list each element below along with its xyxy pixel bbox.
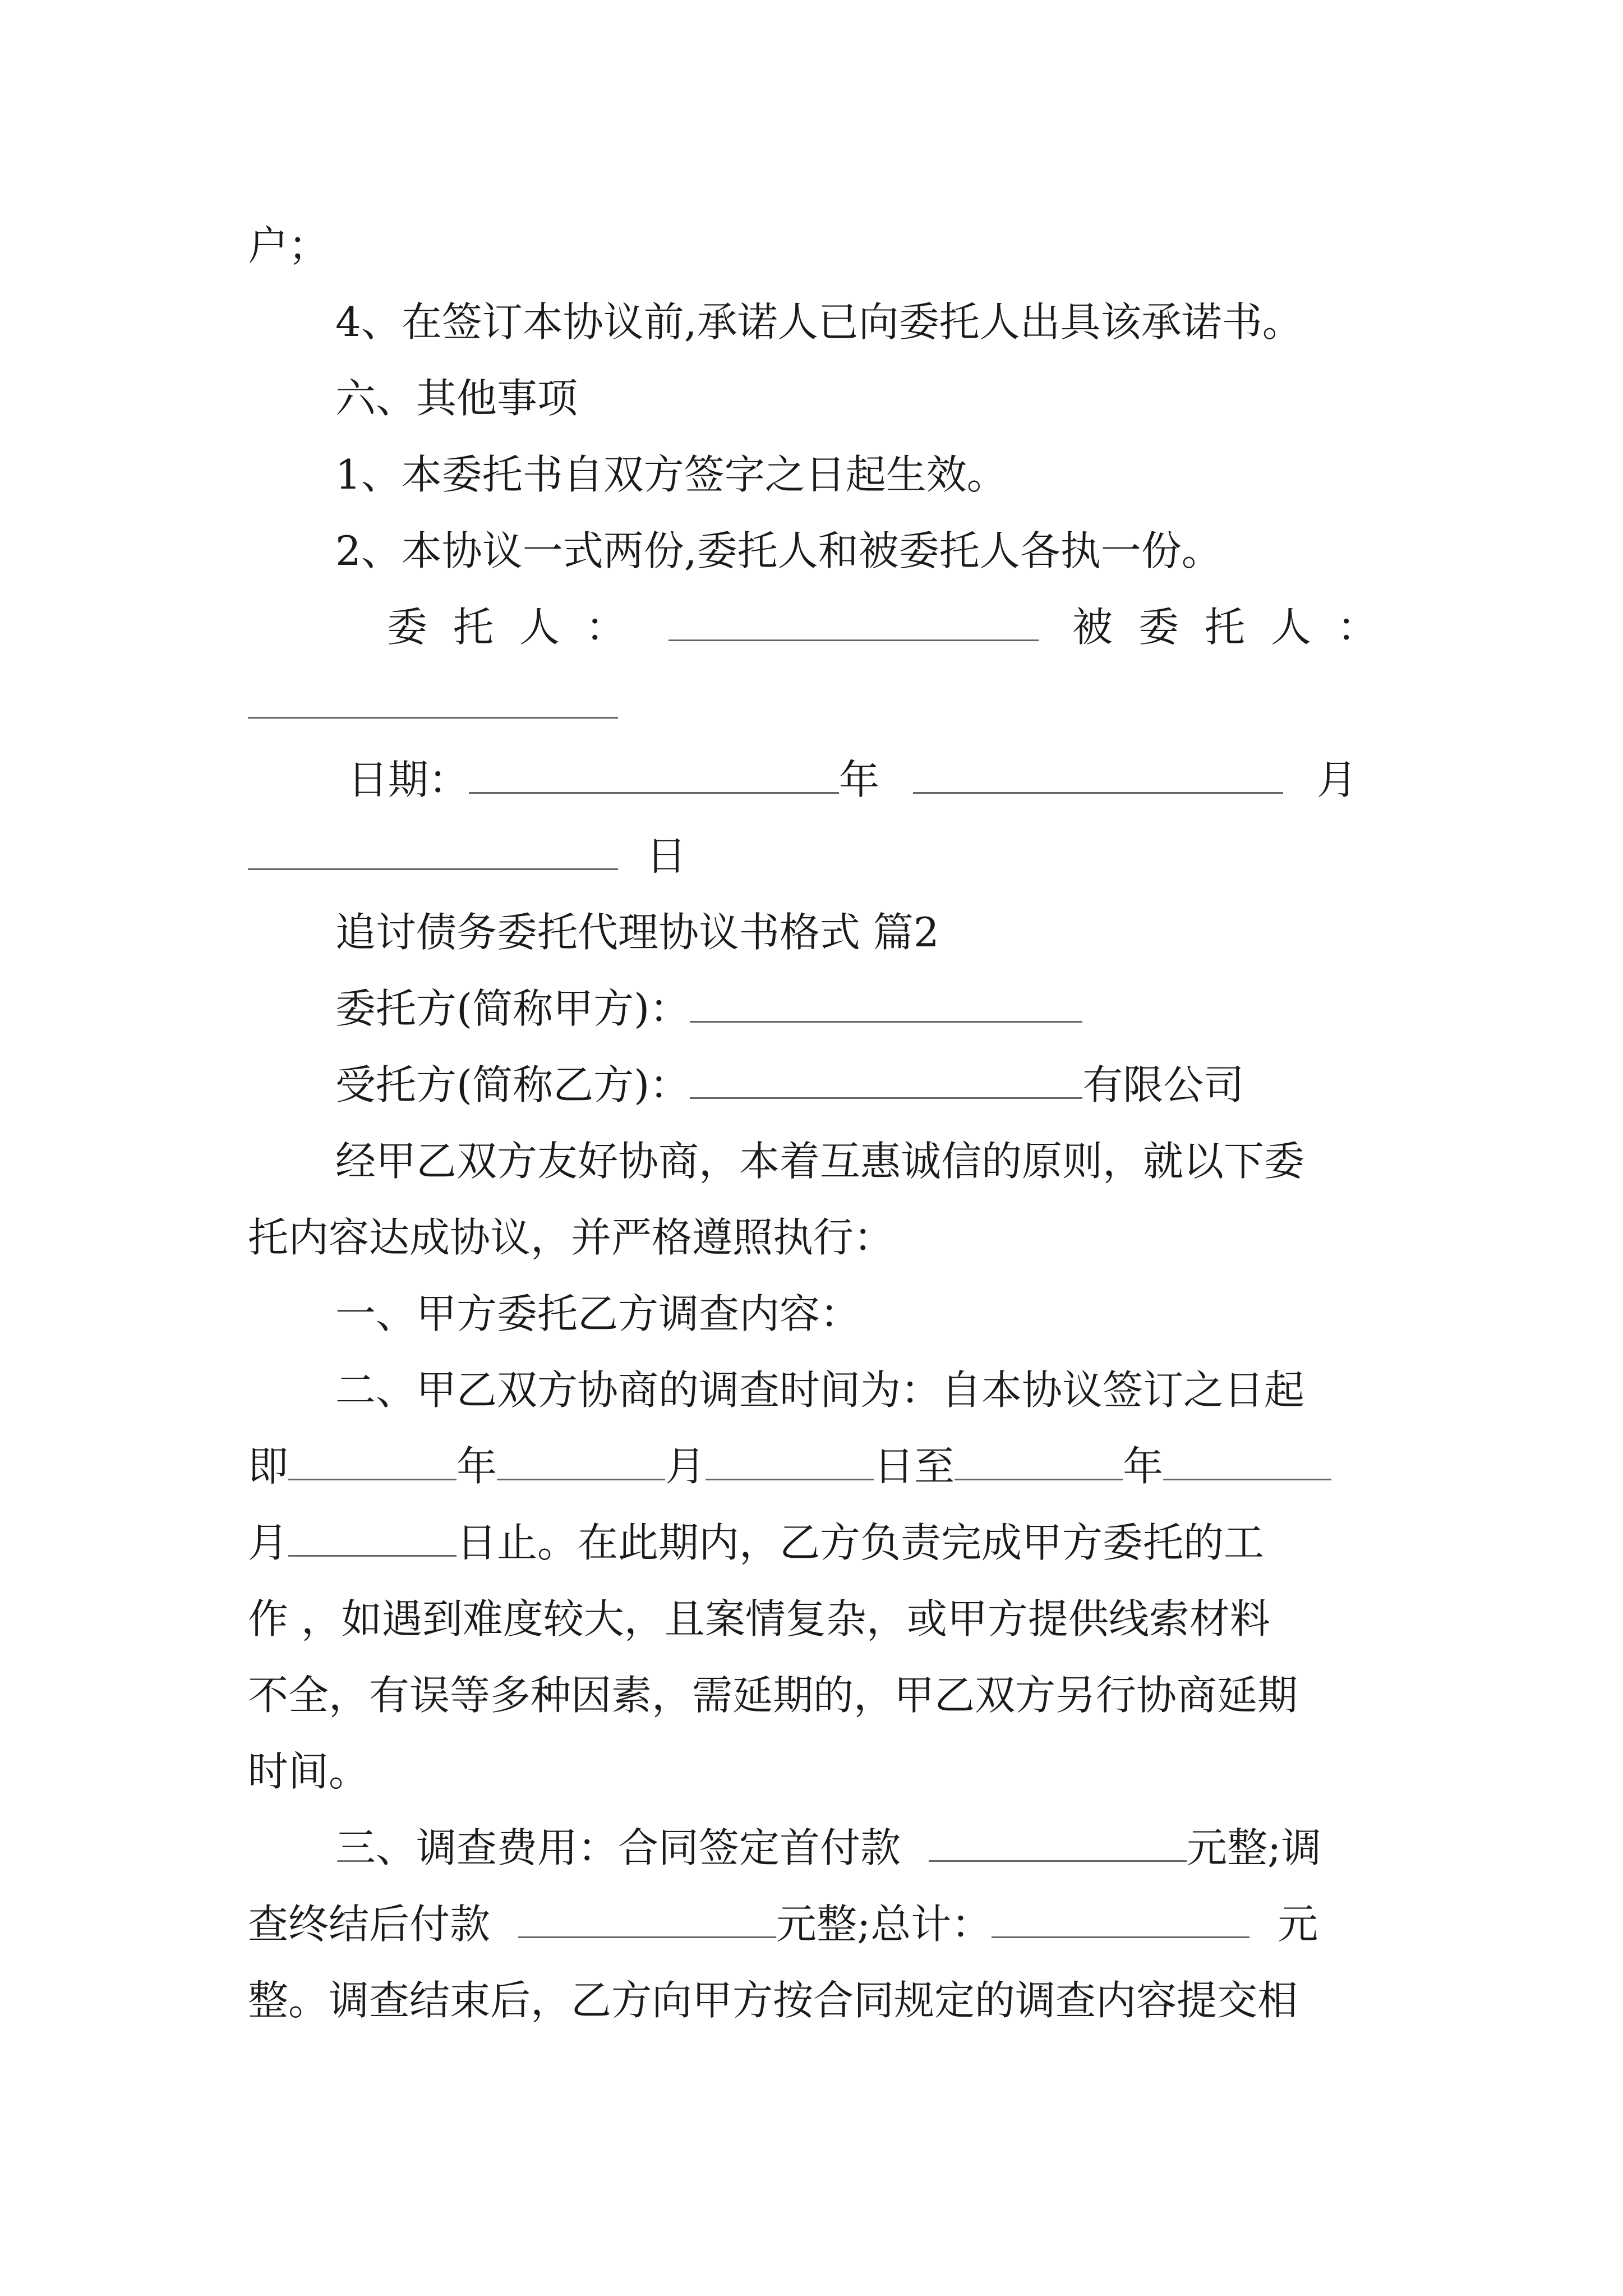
date-range-line-cont [248,1519,1265,1566]
text-line: 时间。 [248,1748,370,1795]
client-blank [668,636,1039,641]
party-b-suffix: 有限公司 [1082,1061,1244,1108]
blank [706,1475,874,1480]
date-range-line [248,1443,1331,1490]
date-label: 日期： [348,756,469,803]
text-fragment: 元 [1278,1901,1318,1948]
date-line [348,756,1358,803]
blank [955,1475,1123,1480]
signature-blank-line [248,684,618,725]
month-blank [913,789,1283,794]
party-b-blank [690,1094,1082,1099]
text-fragment: 年 [457,1443,497,1490]
text-line: 2、本协议一式两份,委托人和被委托人各执一份。 [335,527,1222,574]
fee-line-cont [248,1901,1318,1948]
date-line-cont [248,832,687,880]
text-line: 4、在签订本协议前,承诺人已向委托人出具该承诺书。 [335,298,1303,346]
party-a-blank [690,1018,1082,1023]
party-a-line [335,985,1082,1032]
day-blank [248,865,618,870]
text-fragment: 月 [665,1443,706,1490]
blank [929,1857,1187,1862]
text-fragment: 元整;总计： [776,1901,992,1948]
text-line: 一、甲方委托乙方调查内容： [335,1290,861,1337]
day-label: 日 [646,832,687,880]
text-line: 托内容达成协议，并严格遵照执行： [248,1214,895,1261]
blank [288,1475,457,1480]
party-b-label: 受托方(简称乙方)： [335,1061,690,1108]
section-heading: 六、其他事项 [335,375,578,422]
month-label: 月 [1317,756,1358,803]
client-label: 委托人： [387,604,652,651]
year-blank [469,789,839,794]
text-line: 1、本委托书自双方签字之日起生效。 [335,451,1007,498]
text-line: 经甲乙双方友好协商，本着互惠诚信的原则，就以下委 [335,1138,1305,1185]
blank [518,1933,776,1938]
fee-line [335,1824,1322,1871]
text-line: 户； [248,222,329,269]
text-fragment: 元整;调 [1187,1824,1322,1871]
text-line: 整。调查结束后，乙方向甲方按合同规定的调查内容提交相 [248,1977,1298,2024]
text-line: 不全，有误等多种因素，需延期的，甲乙双方另行协商延期 [248,1672,1298,1719]
party-a-label: 委托方(简称甲方)： [335,985,690,1032]
text-fragment: 查终结后付款 [248,1901,491,1948]
agent-blank [248,714,618,719]
blank [288,1552,457,1557]
text-line: 作 ，如遇到难度较大，且案情复杂，或甲方提供线索材料 [248,1595,1270,1642]
signature-line [387,604,1404,651]
text-fragment: 即 [248,1443,289,1490]
text-fragment: 三、调查费用：合同签定首付款 [335,1824,901,1871]
party-b-line [335,1061,1244,1108]
text-fragment: 日止。在此期内，乙方负责完成甲方委托的工 [457,1519,1265,1566]
text-fragment: 月 [248,1519,289,1566]
agent-label: 被委托人： [1072,604,1404,651]
blank [1163,1475,1331,1480]
text-fragment: 年 [1123,1443,1164,1490]
section-title: 追讨债务委托代理协议书格式 篇2 [335,909,939,956]
blank [992,1933,1249,1938]
year-label: 年 [839,756,880,803]
text-fragment: 日至 [874,1443,955,1490]
text-line: 二、甲乙双方协商的调查时间为：自本协议签订之日起 [335,1366,1305,1414]
blank [497,1475,665,1480]
